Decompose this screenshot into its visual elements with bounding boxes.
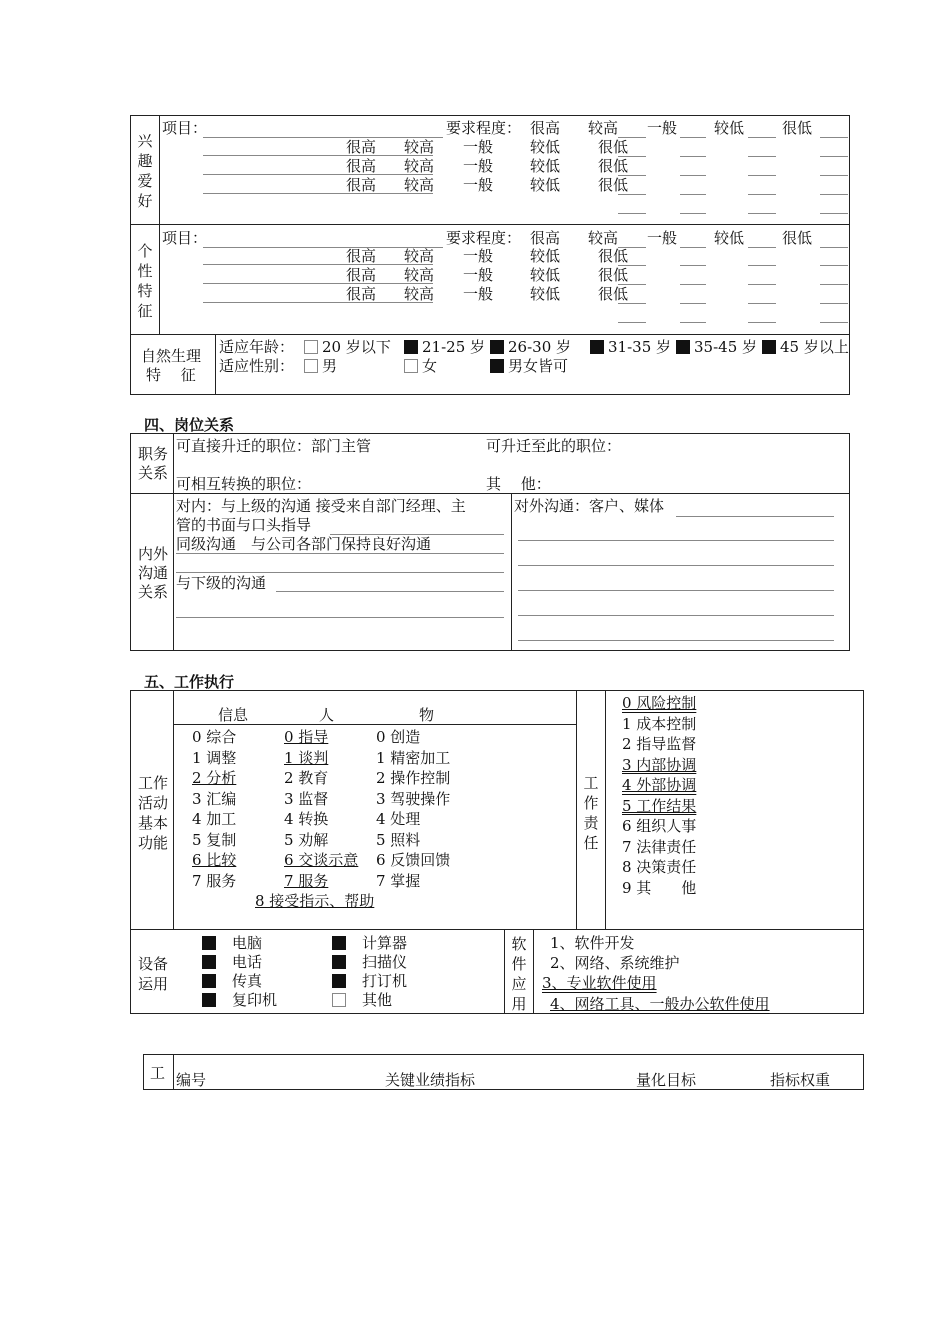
age-option-label: 45 岁以上 xyxy=(780,338,849,356)
func-info-item: 7 服务 xyxy=(192,871,237,890)
func-people-item: 6 交谈示意 xyxy=(284,851,359,869)
personality-level: 很低 xyxy=(782,229,813,247)
checkbox[interactable] xyxy=(202,936,216,950)
func-info-item: 4 加工 xyxy=(192,810,237,828)
func-people-item: 3 监督 xyxy=(284,789,329,808)
interests-level: 一般 xyxy=(647,119,678,137)
kpi-table xyxy=(143,1054,864,1090)
func-things-item: 0 创造 xyxy=(376,728,421,746)
checkbox[interactable] xyxy=(332,974,346,988)
interests-project-label: 项目： xyxy=(162,119,208,137)
software-label: 软件应用 xyxy=(511,935,527,1013)
interests-level: 较低 xyxy=(530,138,561,156)
personality-level: 较高 xyxy=(588,229,619,247)
checkbox[interactable] xyxy=(332,936,346,950)
responsibility-item: 6 组织人事 xyxy=(622,817,697,835)
interests-level: 较低 xyxy=(530,176,561,194)
equipment-label: 电脑 xyxy=(232,934,263,952)
resp-label: 工作责任 xyxy=(583,774,599,852)
checkbox[interactable] xyxy=(202,974,216,988)
personality-level: 较高 xyxy=(404,247,435,265)
func-things-item: 5 照料 xyxy=(376,830,421,849)
func-things-item: 4 处理 xyxy=(376,810,421,828)
responsibility-item: 3 内部协调 xyxy=(622,755,697,774)
equipment-item xyxy=(202,972,262,990)
equipment-item xyxy=(202,991,277,1009)
checkbox[interactable] xyxy=(490,359,504,373)
section4-title: 四、岗位关系 xyxy=(144,416,235,434)
personality-project-label: 项目： xyxy=(162,229,208,247)
kpi-header-weight: 指标权重 xyxy=(770,1071,831,1089)
natural-label-2: 特 征 xyxy=(146,366,196,384)
equipment-label: 计算器 xyxy=(362,934,408,952)
func-info-item: 5 复制 xyxy=(192,830,237,849)
kpi-header-id: 编号 xyxy=(176,1071,207,1089)
responsibility-item: 9 其 他 xyxy=(622,878,697,897)
kpi-side-label: 工 xyxy=(150,1064,166,1082)
responsibility-item: 5 工作结果 xyxy=(622,796,697,815)
equipment-item xyxy=(332,934,407,952)
interests-level: 很低 xyxy=(598,176,629,194)
equipment-label: 传真 xyxy=(232,972,263,990)
age-label: 适应年龄： xyxy=(219,338,295,356)
promote-to: 可直接升迁的职位：部门主管 xyxy=(176,437,372,455)
responsibility-item: 1 成本控制 xyxy=(622,714,697,733)
gender-label: 适应性别： xyxy=(219,357,295,375)
checkbox[interactable] xyxy=(590,340,604,354)
gender-option xyxy=(404,357,437,375)
checkbox[interactable] xyxy=(304,359,318,373)
func-things-item: 2 操作控制 xyxy=(376,769,451,787)
func-info-item: 2 分析 xyxy=(192,769,237,787)
equip-label: 设备运用 xyxy=(137,955,168,993)
interests-level: 一般 xyxy=(463,176,494,194)
age-option-label: 20 岁以下 xyxy=(322,338,391,356)
interests-level: 很高 xyxy=(346,138,377,156)
personality-level: 一般 xyxy=(647,229,678,247)
other-position: 其 他： xyxy=(486,475,551,493)
equipment-item xyxy=(332,991,392,1009)
age-option xyxy=(404,338,485,356)
software-item: 1、软件开发 xyxy=(550,934,635,952)
interests-label: 兴趣爱好 xyxy=(137,132,153,210)
func-people-item: 4 转换 xyxy=(284,810,329,828)
equipment-item xyxy=(202,934,262,952)
interests-level: 较高 xyxy=(404,176,435,194)
internal-peer: 同级沟通 与公司各部门保持良好沟通 xyxy=(176,535,432,553)
func-extra: 8 接受指示、帮助 xyxy=(255,892,375,910)
responsibility-item: 2 指导监督 xyxy=(622,735,697,753)
interests-level: 一般 xyxy=(463,157,494,175)
equipment-label: 其他 xyxy=(362,991,393,1009)
interests-level: 一般 xyxy=(463,138,494,156)
equipment-item xyxy=(332,972,407,990)
personality-level: 较高 xyxy=(404,285,435,303)
personality-level: 很低 xyxy=(598,285,629,303)
duty-label: 职务关系 xyxy=(137,445,168,482)
personality-level: 较低 xyxy=(530,285,561,303)
equipment-label: 扫描仪 xyxy=(362,953,408,971)
interests-level: 较高 xyxy=(404,157,435,175)
func-info-item: 6 比较 xyxy=(192,851,237,869)
gender-option-label: 女 xyxy=(422,357,438,375)
func-things-item: 1 精密加工 xyxy=(376,748,451,767)
age-option xyxy=(304,338,391,356)
swap-position: 可相互转换的职位： xyxy=(176,475,312,493)
checkbox[interactable] xyxy=(404,340,418,354)
promote-from: 可升迁至此的职位： xyxy=(486,437,622,455)
personality-level: 很低 xyxy=(598,266,629,284)
equipment-item xyxy=(332,953,407,971)
natural-label-1: 自然生理 xyxy=(141,347,202,365)
gender-option-label: 男 xyxy=(322,357,338,375)
func-info-item: 1 调整 xyxy=(192,748,237,767)
func-things-item: 3 驾驶操作 xyxy=(376,789,451,808)
personality-level: 较低 xyxy=(714,229,745,247)
personality-label: 个性特征 xyxy=(137,242,153,320)
func-people-item: 5 劝解 xyxy=(284,830,329,849)
interests-level: 较低 xyxy=(714,119,745,137)
personality-level: 很高 xyxy=(346,285,377,303)
interests-level: 很高 xyxy=(346,157,377,175)
equipment-label: 打订机 xyxy=(362,972,408,990)
age-option xyxy=(490,338,571,356)
func-label: 工作活动基本功能 xyxy=(137,774,168,852)
section5-title: 五、工作执行 xyxy=(144,673,235,691)
checkbox[interactable] xyxy=(490,340,504,354)
header-people: 人 xyxy=(319,706,335,724)
equipment-item xyxy=(202,953,262,971)
personality-level: 很高 xyxy=(346,266,377,284)
responsibility-item: 8 决策责任 xyxy=(622,858,697,876)
func-people-item: 1 谈判 xyxy=(284,748,329,767)
checkbox[interactable] xyxy=(676,340,690,354)
responsibility-item: 0 风险控制 xyxy=(622,694,697,712)
software-item: 3、专业软件使用 xyxy=(542,974,657,992)
comm-label: 内外沟通关系 xyxy=(137,545,168,601)
personality-level: 很高 xyxy=(346,247,377,265)
kpi-header-indicator: 关键业绩指标 xyxy=(385,1071,476,1089)
func-people-item: 0 指导 xyxy=(284,728,329,746)
func-people-item: 7 服务 xyxy=(284,871,329,890)
interests-level: 很高 xyxy=(346,176,377,194)
interests-level: 较高 xyxy=(404,138,435,156)
internal-down: 与下级的沟通 xyxy=(176,574,267,592)
age-option-label: 21-25 岁 xyxy=(422,338,486,356)
responsibility-item: 4 外部协调 xyxy=(622,776,697,794)
age-option-label: 35-45 岁 xyxy=(694,338,758,356)
interests-level: 很低 xyxy=(782,119,813,137)
age-option xyxy=(762,338,849,356)
interests-level: 很低 xyxy=(598,138,629,156)
personality-level: 一般 xyxy=(463,247,494,265)
equipment-label: 复印机 xyxy=(232,991,278,1009)
checkbox[interactable] xyxy=(202,993,216,1007)
checkbox[interactable] xyxy=(762,340,776,354)
software-item: 4、网络工具、一般办公软件使用 xyxy=(550,995,770,1013)
responsibility-item: 7 法律责任 xyxy=(622,837,697,856)
external-comm: 对外沟通：客户、媒体 xyxy=(514,497,665,515)
personality-level: 较低 xyxy=(530,247,561,265)
header-info: 信息 xyxy=(218,706,249,724)
kpi-header-target: 量化目标 xyxy=(636,1071,697,1089)
gender-option xyxy=(490,357,568,375)
gender-option-label: 男女皆可 xyxy=(508,357,569,375)
func-things-item: 6 反馈回馈 xyxy=(376,851,451,869)
checkbox[interactable] xyxy=(304,340,318,354)
age-option-label: 26-30 岁 xyxy=(508,338,572,356)
header-things: 物 xyxy=(419,706,435,724)
interests-level-row: 很高 xyxy=(530,119,561,137)
gender-option xyxy=(304,357,337,375)
interests-requirement-label: 要求程度： xyxy=(446,119,522,137)
checkbox[interactable] xyxy=(404,359,418,373)
checkbox[interactable] xyxy=(202,955,216,969)
interests-level: 较高 xyxy=(588,119,619,137)
personality-level: 较低 xyxy=(530,266,561,284)
personality-level: 很低 xyxy=(598,247,629,265)
internal-up-1: 对内：与上级的沟通 接受来自部门经理、主 xyxy=(176,497,466,515)
personality-level: 一般 xyxy=(463,285,494,303)
interests-level: 很低 xyxy=(598,157,629,175)
personality-requirement-label: 要求程度： xyxy=(446,229,522,247)
age-option-label: 31-35 岁 xyxy=(608,338,672,356)
personality-level: 一般 xyxy=(463,266,494,284)
func-people-item: 2 教育 xyxy=(284,769,329,787)
interests-level: 较低 xyxy=(530,157,561,175)
func-info-item: 3 汇编 xyxy=(192,789,237,808)
checkbox[interactable] xyxy=(332,955,346,969)
func-things-item: 7 掌握 xyxy=(376,871,421,890)
checkbox[interactable] xyxy=(332,993,346,1007)
internal-up-2: 管的书面与口头指导 xyxy=(176,516,312,534)
equipment-label: 电话 xyxy=(232,953,263,971)
func-info-item: 0 综合 xyxy=(192,728,237,746)
age-option xyxy=(676,338,757,356)
personality-level: 很高 xyxy=(530,229,561,247)
age-option xyxy=(590,338,671,356)
personality-level: 较高 xyxy=(404,266,435,284)
software-item: 2、网络、系统维护 xyxy=(550,954,680,972)
